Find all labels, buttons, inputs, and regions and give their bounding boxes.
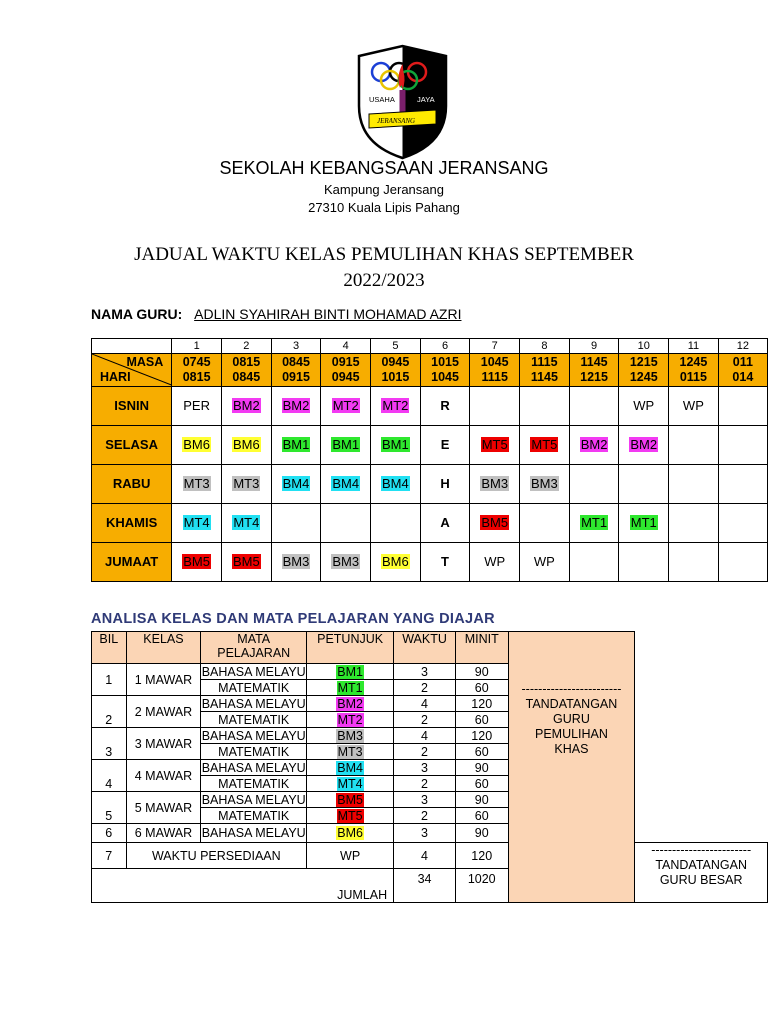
- timetable-cell: [221, 543, 271, 582]
- period-start: 0915: [331, 355, 360, 369]
- timetable-cell: [569, 426, 619, 465]
- code-cell: [307, 792, 394, 808]
- periods: 3: [394, 760, 456, 776]
- timetable-cell: [321, 465, 371, 504]
- timetable-cell: [669, 543, 719, 582]
- period-end: 0915: [282, 370, 310, 384]
- subject-name: MATEMATIK: [201, 744, 307, 760]
- day-row: [92, 504, 768, 543]
- periods: 4: [394, 696, 456, 712]
- subject-name: BAHASA MELAYU: [201, 728, 306, 743]
- subject-code: MT4: [233, 515, 260, 530]
- timetable-cell: [271, 426, 321, 465]
- timetable-cell: [271, 465, 321, 504]
- subject-code: BM4: [337, 760, 363, 775]
- period-end: 0845: [232, 370, 261, 384]
- timetable-cell: [718, 387, 767, 426]
- timetable-cell: [371, 543, 421, 582]
- row-number: 6: [92, 824, 127, 843]
- periods: 2: [394, 712, 456, 728]
- timetable-cell: [619, 543, 669, 582]
- subject-code: MT4: [183, 515, 210, 530]
- period-end: 0115: [679, 370, 707, 384]
- subject-name: BAHASA MELAYU: [201, 696, 306, 711]
- column-header: MINIT: [455, 632, 508, 664]
- subject-code: BM2: [337, 696, 363, 711]
- subject-name: MATEMATIK: [201, 680, 307, 696]
- code-cell: [307, 808, 394, 824]
- corner-cell: [92, 339, 172, 354]
- timetable-cell: [271, 543, 321, 582]
- period-time: [371, 354, 421, 387]
- periods: 3: [394, 824, 456, 843]
- class-name: 3 MAWAR: [126, 728, 201, 760]
- period-start: 1245: [679, 355, 708, 369]
- subject-code: BM6: [183, 437, 210, 452]
- rehat-letter: E: [420, 426, 470, 465]
- period-number: 12: [718, 339, 767, 354]
- timetable-cell: [569, 387, 619, 426]
- class-name: 6 MAWAR: [126, 824, 201, 843]
- period-time: [619, 354, 669, 387]
- timetable-cell: [172, 426, 222, 465]
- masa-label: MASA: [126, 355, 164, 369]
- hari-label: HARI: [100, 370, 131, 384]
- subject-code: MT5: [531, 437, 558, 452]
- timetable-cell: [520, 387, 570, 426]
- timetable-cell: [718, 504, 767, 543]
- subject-code: BM5: [337, 792, 363, 807]
- row-number: 3: [92, 728, 127, 760]
- minutes: 60: [455, 808, 508, 824]
- analysis-row: [92, 664, 768, 680]
- period-time: [271, 354, 321, 387]
- row-number: 4: [92, 760, 127, 792]
- day-row: [92, 543, 768, 582]
- code-cell: [307, 728, 394, 744]
- timetable-cell: PER: [172, 387, 222, 426]
- subject-name: MATEMATIK: [201, 808, 307, 824]
- period-time: [520, 354, 570, 387]
- timetable-cell: [520, 465, 570, 504]
- period-time: [569, 354, 619, 387]
- period-number: 7: [470, 339, 520, 354]
- minutes: 60: [455, 712, 508, 728]
- subject-code: BM3: [332, 554, 360, 569]
- analysis-row: [92, 792, 768, 808]
- analysis-row: [92, 824, 768, 843]
- subject-code: BM6: [337, 826, 363, 840]
- day-name: RABU: [92, 465, 172, 504]
- period-number: 1: [172, 339, 222, 354]
- document-title: JADUAL WAKTU KELAS PEMULIHAN KHAS SEPTEMBER: [134, 244, 634, 265]
- period-time: [221, 354, 271, 387]
- period-start: 011: [732, 355, 753, 369]
- timetable-cell: [470, 387, 520, 426]
- timetable-cell: [569, 504, 619, 543]
- analysis-row: [92, 760, 768, 776]
- period-number: 11: [669, 339, 719, 354]
- timetable-cell: [619, 504, 669, 543]
- periods: 2: [394, 744, 456, 760]
- signature-headmaster: [635, 843, 768, 903]
- minutes: 90: [455, 760, 508, 776]
- period-number: 6: [420, 339, 470, 354]
- timetable-cell: [520, 504, 570, 543]
- timetable-cell: [569, 543, 619, 582]
- period-number: 3: [271, 339, 321, 354]
- timetable-cell: [470, 504, 520, 543]
- period-end: 1245: [629, 370, 658, 384]
- period-number: 9: [569, 339, 619, 354]
- logo-motto-right: JAYA: [417, 95, 435, 104]
- subject-code: BM6: [232, 437, 260, 452]
- total-periods: 34: [394, 869, 456, 903]
- day-row: [92, 426, 768, 465]
- timetable-cell: WP: [520, 543, 570, 582]
- timetable-cell: [321, 426, 371, 465]
- timetable-cell: [371, 387, 421, 426]
- period-number: 4: [321, 339, 371, 354]
- periods: 2: [394, 808, 456, 824]
- code-cell: [307, 712, 394, 728]
- period-start: 1045: [480, 355, 509, 369]
- period-number: 5: [371, 339, 421, 354]
- period-time: [718, 354, 767, 387]
- subject-code: BM5: [481, 515, 509, 530]
- column-header: MATA PELAJARAN: [201, 632, 307, 664]
- minutes: 60: [455, 680, 508, 696]
- subject-code: MT5: [481, 437, 508, 452]
- period-number-row: [92, 339, 768, 354]
- row-number: 7: [92, 843, 127, 869]
- subject-name: MATEMATIK: [201, 776, 307, 792]
- time-header-row: [92, 354, 768, 387]
- rehat-letter: H: [420, 465, 470, 504]
- analysis-row: [92, 696, 768, 712]
- subject-name: BAHASA MELAYU: [201, 824, 307, 843]
- timetable-cell: [718, 465, 767, 504]
- subject-code: BM2: [282, 398, 310, 413]
- class-name: 2 MAWAR: [126, 696, 201, 728]
- subject-code: BM4: [382, 476, 409, 491]
- signature-line: ------------------------: [521, 682, 622, 696]
- rehat-letter: T: [420, 543, 470, 582]
- subject-code: BM3: [337, 728, 363, 743]
- period-end: 1115: [481, 370, 508, 384]
- period-end: 1045: [431, 370, 459, 384]
- signature-teacher: [508, 632, 635, 903]
- analysis-table: [91, 631, 768, 903]
- period-end: 1145: [530, 370, 558, 384]
- subject-code: BM2: [580, 437, 608, 452]
- periods: 2: [394, 776, 456, 792]
- minutes: 90: [455, 664, 508, 680]
- subject-code: MT1: [630, 515, 657, 530]
- subject-code: MT3: [183, 476, 210, 491]
- periods: 2: [394, 680, 456, 696]
- subject-code: BM1: [382, 437, 409, 452]
- periods: 4: [394, 728, 456, 744]
- column-header: BIL: [92, 632, 127, 664]
- timetable-cell: [669, 465, 719, 504]
- rehat-letter: A: [420, 504, 470, 543]
- subject-code: MT1: [581, 515, 608, 530]
- period-number: 2: [221, 339, 271, 354]
- prep-label: WAKTU PERSEDIAAN: [126, 843, 307, 869]
- subject-code: BM4: [282, 476, 310, 491]
- code-cell: [307, 760, 394, 776]
- timetable-cell: [221, 426, 271, 465]
- logo-motto-left: USAHA: [369, 95, 395, 104]
- period-start: 1115: [531, 355, 558, 369]
- document-title-year: 2022/2023: [343, 270, 425, 291]
- code-cell: [307, 696, 394, 712]
- day-name: KHAMIS: [92, 504, 172, 543]
- timetable-cell: [221, 387, 271, 426]
- period-end: 0815: [182, 370, 211, 384]
- timetable-cell: WP: [470, 543, 520, 582]
- subject-code: MT3: [233, 476, 260, 491]
- logo-banner-text: JERANSANG: [377, 117, 416, 125]
- subject-code: MT4: [337, 776, 363, 791]
- day-name: SELASA: [92, 426, 172, 465]
- class-name: 4 MAWAR: [126, 760, 201, 792]
- column-header: WAKTU: [394, 632, 456, 664]
- period-time: [321, 354, 371, 387]
- period-end: 014: [732, 370, 754, 384]
- masa-hari-header: [92, 354, 172, 387]
- period-end: 1015: [381, 370, 410, 384]
- teacher-label: NAMA GURU:: [91, 306, 183, 322]
- timetable-cell: [470, 465, 520, 504]
- school-name: SEKOLAH KEBANGSAAN JERANSANG: [219, 158, 549, 178]
- timetable-cell: [172, 465, 222, 504]
- class-name: 5 MAWAR: [126, 792, 201, 824]
- periods: 3: [394, 664, 456, 680]
- subject-code: BM2: [630, 437, 658, 452]
- column-header: KELAS: [126, 632, 201, 664]
- period-time: [420, 354, 470, 387]
- code-cell: [307, 776, 394, 792]
- period-start: 0845: [282, 355, 310, 369]
- row-number: 2: [92, 696, 127, 728]
- period-start: 1215: [629, 355, 658, 369]
- timetable: [91, 338, 768, 582]
- timetable-cell: WP: [619, 387, 669, 426]
- code-cell: [307, 744, 394, 760]
- periods: 4: [394, 843, 456, 869]
- timetable-cell: [321, 504, 371, 543]
- subject-name: BAHASA MELAYU: [201, 664, 306, 679]
- minutes: 60: [455, 776, 508, 792]
- subject-code: BM3: [282, 554, 310, 569]
- subject-code: BM5: [183, 554, 210, 569]
- timetable-cell: [321, 543, 371, 582]
- period-end: 1215: [580, 370, 608, 384]
- period-time: [470, 354, 520, 387]
- timetable-cell: [172, 543, 222, 582]
- subject-name: BAHASA MELAYU: [201, 760, 306, 775]
- day-row: [92, 387, 768, 426]
- column-header: PETUNJUK: [307, 632, 394, 664]
- timetable-cell: WP: [669, 387, 719, 426]
- timetable-cell: [221, 465, 271, 504]
- subject-code: BM6: [382, 554, 409, 569]
- subject-code: BM3: [531, 476, 558, 491]
- analysis-header-row: [92, 632, 768, 664]
- subject-code: BM4: [332, 476, 360, 491]
- prep-row: [92, 843, 768, 869]
- timetable-cell: [371, 504, 421, 543]
- period-number: 10: [619, 339, 669, 354]
- period-time: [669, 354, 719, 387]
- total-minutes: 1020: [455, 869, 508, 903]
- day-row: [92, 465, 768, 504]
- address-line-1: Kampung Jeransang: [324, 182, 444, 197]
- school-logo: [355, 44, 450, 160]
- row-number: 1: [92, 664, 127, 696]
- timetable-cell: [321, 387, 371, 426]
- period-number: 8: [520, 339, 570, 354]
- timetable-cell: [221, 504, 271, 543]
- timetable-cell: [271, 504, 321, 543]
- code-cell: [307, 824, 394, 843]
- minutes: 90: [455, 792, 508, 808]
- minutes: 120: [455, 728, 508, 744]
- subject-code: BM3: [481, 476, 509, 491]
- timetable-cell: [569, 465, 619, 504]
- minutes: 120: [455, 843, 508, 869]
- timetable-cell: [669, 426, 719, 465]
- timetable-cell: [172, 504, 222, 543]
- teacher-info: [91, 306, 461, 322]
- day-name: ISNIN: [92, 387, 172, 426]
- timetable-cell: [371, 465, 421, 504]
- signature-line: ------------------------: [651, 843, 752, 857]
- address-line-2: 27310 Kuala Lipis Pahang: [308, 200, 460, 215]
- signature-label: TANDATANGAN GURU PEMULIHAN KHAS: [525, 697, 618, 756]
- row-number: 5: [92, 792, 127, 824]
- analysis-title: ANALISA KELAS DAN MATA PELAJARAN YANG DIAJAR: [91, 611, 495, 627]
- subject-code: BM1: [282, 437, 310, 452]
- period-start: 0815: [232, 355, 261, 369]
- timetable-cell: [718, 426, 767, 465]
- timetable-cell: [669, 504, 719, 543]
- minutes: 60: [455, 744, 508, 760]
- signature-label: TANDATANGAN GURU BESAR: [655, 858, 747, 887]
- prep-code: WP: [307, 843, 394, 869]
- timetable-cell: [520, 426, 570, 465]
- timetable-cell: [271, 387, 321, 426]
- subject-code: MT2: [382, 398, 409, 413]
- subject-code: MT1: [337, 680, 363, 695]
- timetable-cell: [619, 426, 669, 465]
- timetable-cell: [470, 426, 520, 465]
- minutes: 120: [455, 696, 508, 712]
- period-end: 0945: [331, 370, 360, 384]
- subject-name: MATEMATIK: [201, 712, 307, 728]
- subject-code: BM1: [337, 664, 363, 679]
- subject-name: BAHASA MELAYU: [201, 792, 306, 807]
- teacher-name: ADLIN SYAHIRAH BINTI MOHAMAD AZRI: [194, 306, 462, 322]
- periods: 3: [394, 792, 456, 808]
- code-cell: [307, 680, 394, 696]
- total-label: JUMLAH: [92, 869, 394, 903]
- timetable-cell: [371, 426, 421, 465]
- minutes: 90: [455, 824, 508, 843]
- class-name: 1 MAWAR: [126, 664, 201, 696]
- subject-code: BM2: [232, 398, 260, 413]
- timetable-cell: [619, 465, 669, 504]
- period-start: 0745: [182, 355, 211, 369]
- subject-code: MT2: [332, 398, 359, 413]
- subject-code: MT5: [337, 808, 363, 823]
- code-cell: [307, 664, 394, 680]
- period-start: 0945: [381, 355, 410, 369]
- analysis-row: [92, 728, 768, 744]
- period-time: [172, 354, 222, 387]
- subject-code: BM1: [332, 437, 360, 452]
- timetable-cell: [718, 543, 767, 582]
- subject-code: MT2: [337, 712, 363, 727]
- subject-code: MT3: [337, 744, 363, 759]
- period-start: 1145: [580, 355, 608, 369]
- rehat-letter: R: [420, 387, 470, 426]
- period-start: 1015: [431, 355, 459, 369]
- subject-code: BM5: [232, 554, 260, 569]
- day-name: JUMAAT: [92, 543, 172, 582]
